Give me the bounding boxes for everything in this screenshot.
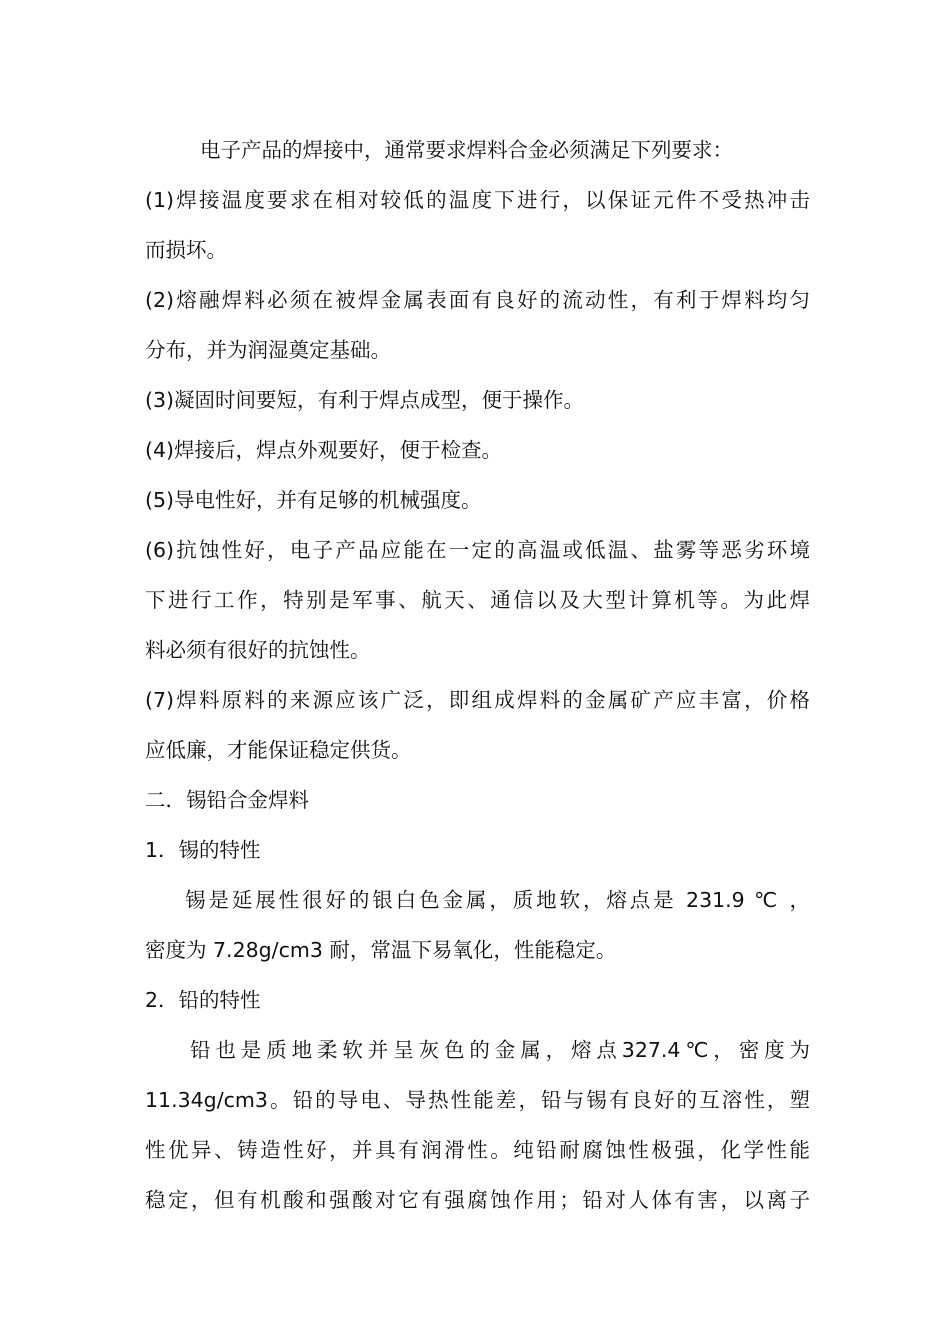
requirement-2-line-2: 分布，并为润湿奠定基础。 xyxy=(145,338,391,362)
lead-paragraph-line-3: 性优异、铸造性好，并具有润滑性。纯铅耐腐蚀性极强，化学性能 xyxy=(145,1138,810,1162)
requirement-1-line-1: (1)焊接温度要求在相对较低的温度下进行，以保证元件不受热冲击 xyxy=(145,188,810,212)
intro-line: 电子产品的焊接中，通常要求焊料合金必须满足下列要求： xyxy=(200,138,733,162)
requirement-1-line-2: 而损坏。 xyxy=(145,238,227,262)
requirement-6-line-3: 料必须有很好的抗蚀性。 xyxy=(145,638,371,662)
tin-paragraph-line-1: 锡是延展性很好的银白色金属，质地软，熔点是 231.9 ℃ ， xyxy=(185,888,810,912)
requirement-6-line-1: (6)抗蚀性好，电子产品应能在一定的高温或低温、盐雾等恶劣环境 xyxy=(145,538,810,562)
requirement-7-line-1: (7)焊料原料的来源应该广泛，即组成焊料的金属矿产应丰富，价格 xyxy=(145,688,810,712)
requirement-6-line-2: 下进行工作，特别是军事、航天、通信以及大型计算机等。为此焊 xyxy=(145,588,810,612)
requirement-4-line: (4)焊接后，焊点外观要好，便于检查。 xyxy=(145,438,503,462)
requirement-5-line: (5)导电性好，并有足够的机械强度。 xyxy=(145,488,482,512)
section-heading-tin-lead-solder: 二．锡铅合金焊料 xyxy=(145,788,309,812)
subheading-lead-properties: 2．铅的特性 xyxy=(145,988,261,1012)
tin-paragraph-line-2: 密度为 7.28g/cm3 耐，常温下易氧化，性能稳定。 xyxy=(145,938,617,962)
subheading-tin-properties: 1．锡的特性 xyxy=(145,838,261,862)
requirement-7-line-2: 应低廉，才能保证稳定供货。 xyxy=(145,738,412,762)
requirement-3-line: (3)凝固时间要短，有利于焊点成型，便于操作。 xyxy=(145,388,585,412)
lead-paragraph-line-1: 铅也是质地柔软并呈灰色的金属，熔点327.4℃，密度为 xyxy=(190,1038,810,1062)
requirement-2-line-1: (2)熔融焊料必须在被焊金属表面有良好的流动性，有利于焊料均匀 xyxy=(145,288,810,312)
lead-paragraph-line-4: 稳定，但有机酸和强酸对它有强腐蚀作用；铅对人体有害，以离子 xyxy=(145,1188,810,1212)
lead-paragraph-line-2: 11.34g/cm3。铅的导电、导热性能差，铅与锡有良好的互溶性，塑 xyxy=(145,1088,810,1112)
